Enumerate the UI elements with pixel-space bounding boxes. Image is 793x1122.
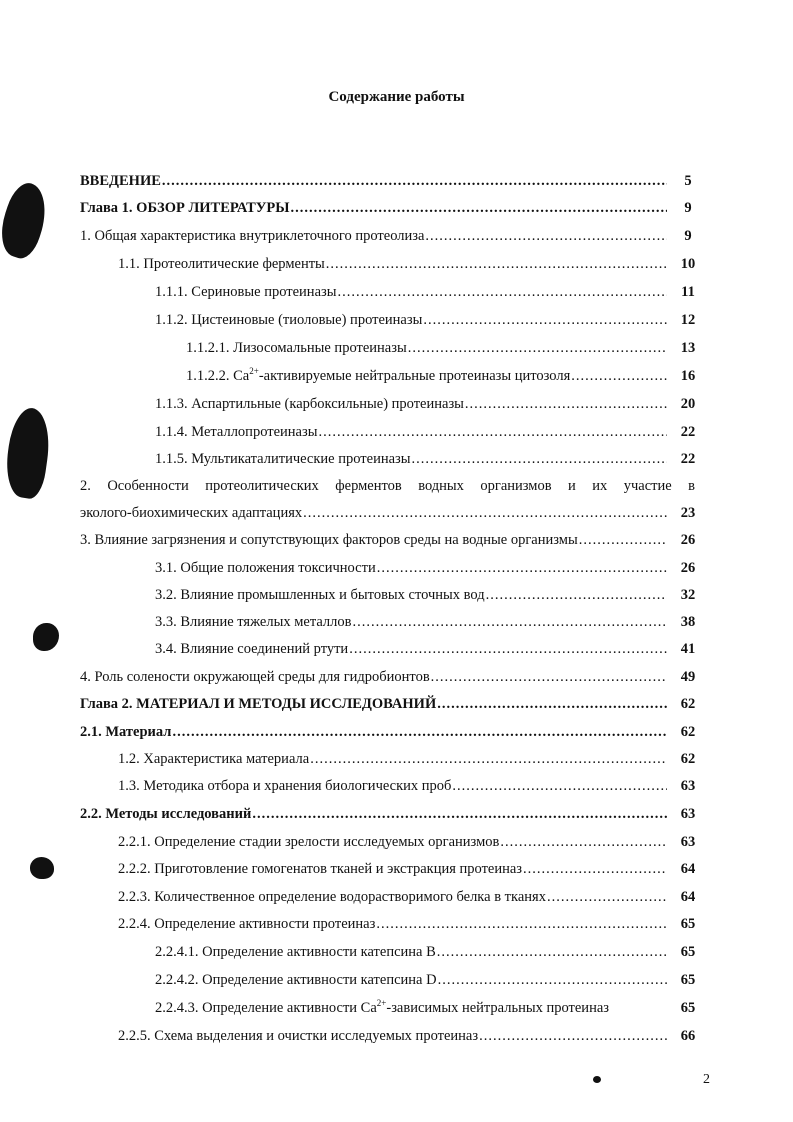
toc-page-number: 38 [680,614,696,630]
toc-page-number: 20 [680,396,696,412]
toc-page-number: 64 [680,889,696,905]
toc-page-number: 63 [680,834,696,850]
toc-page-number: 65 [680,944,696,960]
toc-entry[interactable]: 1.1.2.1. Лизосомальные протеиназы ..... 13 [0,338,793,358]
toc-entry[interactable]: 3. Влияние загрязнения и сопутствующих факторов среды на водные организмы ..... 26 [0,530,793,550]
toc-page-number: 63 [680,806,696,822]
toc-entry[interactable]: 2.2.3. Количественное определение водорастворимого белка в тканях ..... 64 [0,887,793,907]
toc-page-number: 49 [680,669,696,685]
toc-page-number: 62 [680,696,696,712]
toc-page-number: 65 [680,1000,696,1016]
toc-page-number: 13 [680,340,696,356]
toc-page-number: 22 [680,424,696,440]
toc-entry[interactable]: 1.1. Протеолитические ферменты ..... 10 [0,254,793,274]
toc-entry[interactable]: 1.1.5. Мультикаталитические протеиназы ..... 22 [0,449,793,469]
page-number: 2 [703,1072,710,1087]
toc-page-number: 41 [680,641,696,657]
toc-entry[interactable]: 2.1. Материал ..... 62 [0,722,793,742]
toc-entry[interactable]: Глава 1. ОБЗОР ЛИТЕРАТУРЫ ..... 9 [0,198,793,218]
toc-page-number: 23 [680,505,696,521]
toc-entry[interactable]: 2.2.4.3. Определение активности $Са^{2+}$-зависимых нейтральных протеиназ 65 [0,998,793,1018]
toc-entry[interactable]: 2.2.4.1. Определение активности катепсина В ..... 65 [0,942,793,962]
toc-entry[interactable]: 2. Особенности протеолитических ферментов водных организмов и их участие в [80,478,695,494]
toc-entry[interactable]: 2.2.2. Приготовление гомогенатов тканей и экстракция протеиназ ..... 64 [0,859,793,879]
toc-page-number: 5 [684,173,692,189]
toc-page-number: 63 [680,778,696,794]
toc-page-number: 12 [680,312,696,328]
toc-entry[interactable]: 1.1.3. Аспартильные (карбоксильные) протеиназы ..... 20 [0,394,793,414]
toc-page-number: 62 [680,751,696,767]
toc-entry[interactable]: ВВЕДЕНИЕ ..... 5 [0,171,793,191]
toc-entry[interactable]: 1.2. Характеристика материала ..... 62 [0,749,793,769]
toc-entry[interactable]: 2.2.5. Схема выделения и очистки исследуемых протеиназ ..... 66 [0,1026,793,1046]
toc-entry[interactable]: Глава 2. МАТЕРИАЛ И МЕТОДЫ ИССЛЕДОВАНИЙ ..... 62 [0,694,793,714]
toc-page-number: 64 [680,861,696,877]
toc-entry[interactable]: 3.1. Общие положения токсичности ..... 26 [0,558,793,578]
toc-entry[interactable]: 1.1.1. Сериновые протеиназы ..... 11 [0,282,793,302]
toc-entry[interactable]: 1.1.4. Металлопротеиназы ..... 22 [0,422,793,442]
toc-page-number: 66 [680,1028,696,1044]
toc-entry[interactable]: эколого-биохимических адаптациях ..... 23 [0,503,793,523]
toc-entry[interactable]: 3.2. Влияние промышленных и бытовых сточных вод ..... 32 [0,585,793,605]
toc-page-number: 22 [680,451,696,467]
toc-page-number: 65 [680,916,696,932]
toc-page-number: 11 [681,284,695,300]
toc-page-number: 62 [680,724,696,740]
toc-page-number: 65 [680,972,696,988]
toc-page-number: 26 [680,532,696,548]
toc-page-number: 9 [684,200,692,216]
toc-entry[interactable]: 2.2.4. Определение активности протеиназ ..... 65 [0,914,793,934]
toc-entry[interactable]: 1. Общая характеристика внутриклеточного протеолиза ..... 9 [0,226,793,246]
toc-entry[interactable]: 3.4. Влияние соединений ртути ..... 41 [0,639,793,659]
toc-entry[interactable]: 4. Роль солености окружающей среды для гидробионтов ..... 49 [0,667,793,687]
toc-page-number: 10 [680,256,696,272]
toc-entry[interactable]: 1.1.2.2. $Са^{2+}$-активируемые нейтральные протеиназы цитозоля ..... 16 [0,366,793,386]
page-title: Содержание работы [328,89,465,105]
toc-entry[interactable]: 3.3. Влияние тяжелых металлов ..... 38 [0,612,793,632]
toc-entry[interactable]: 2.2.4.2. Определение активности катепсина D ..... 65 [0,970,793,990]
toc-page-number: 9 [684,228,692,244]
toc-entry[interactable]: 1.1.2. Цистеиновые (тиоловые) протеиназы ..... 12 [0,310,793,330]
toc-entry[interactable]: 2.2.1. Определение стадии зрелости исследуемых организмов ..... 63 [0,832,793,852]
toc-page-number: 32 [680,587,696,603]
toc-entry[interactable]: 1.3. Методика отбора и хранения биологических проб ..... 63 [0,776,793,796]
toc-page-number: 26 [680,560,696,576]
toc-page-number: 16 [680,368,696,384]
toc-entry[interactable]: 2.2. Методы исследований ..... 63 [0,804,793,824]
